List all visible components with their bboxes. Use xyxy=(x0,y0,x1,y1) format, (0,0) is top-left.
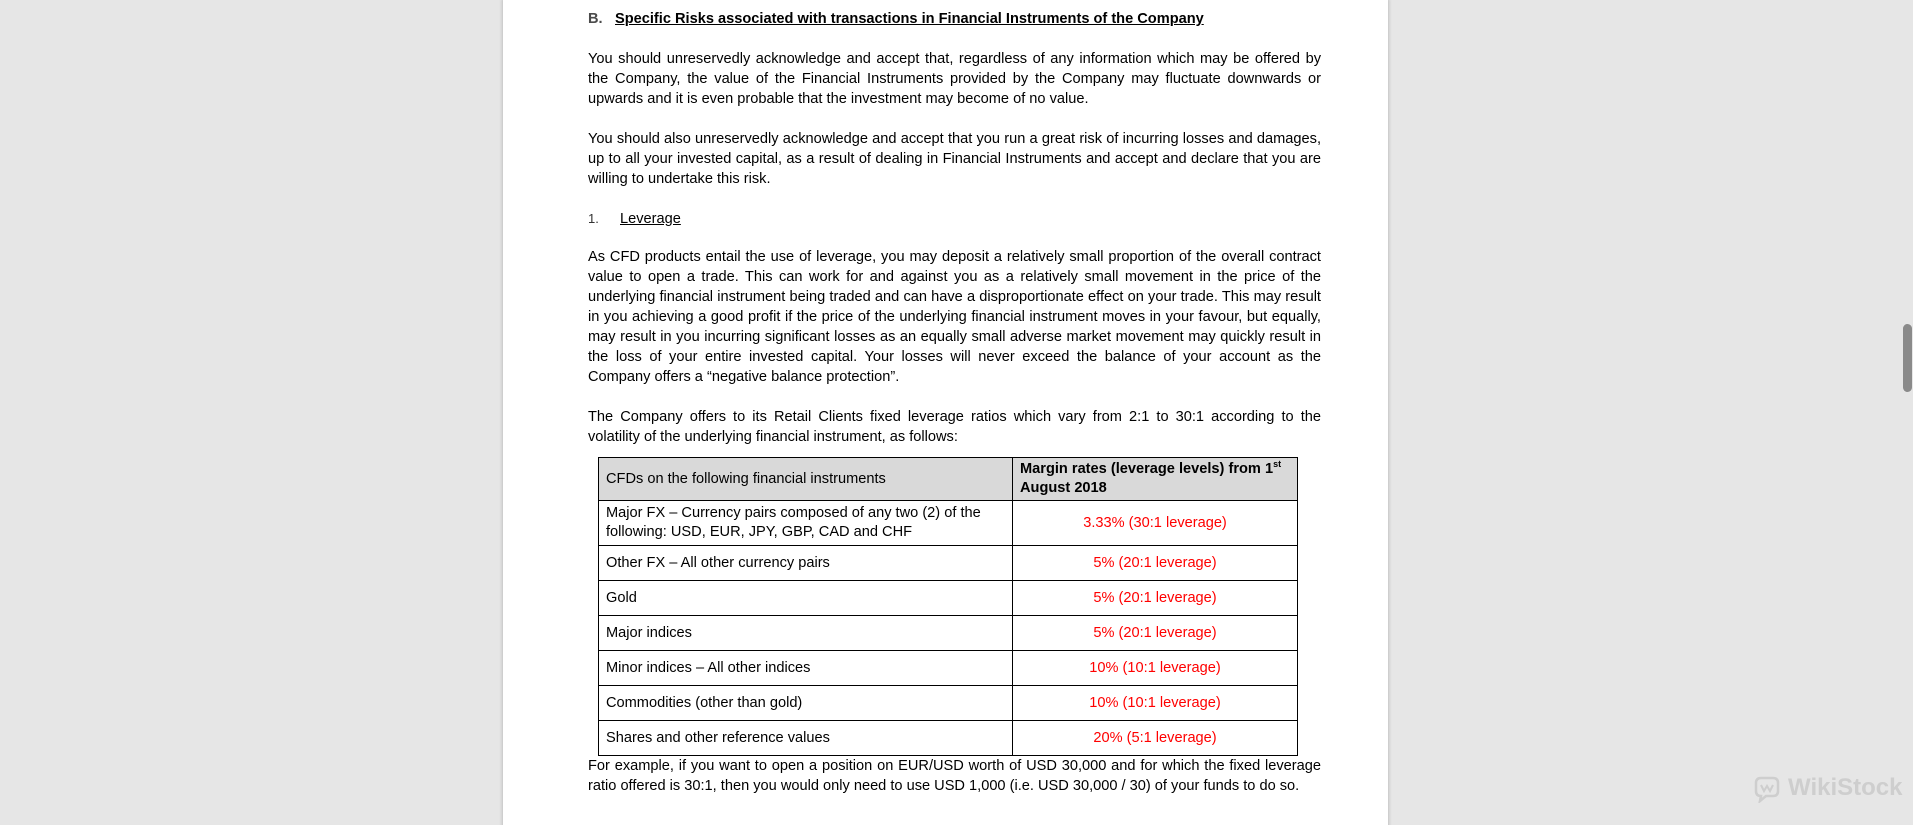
watermark-text: WikiStock xyxy=(1788,774,1903,801)
page-content xyxy=(588,9,1321,816)
paragraph-leverage-ratios: The Company offers to its Retail Clients fixed leverage ratios which vary from 2:1 to 30:1 according to the volatility of the underlying financial instrument, as follows: xyxy=(588,409,1321,445)
header-margin-text: Margin rates (leverage levels) from 1 xyxy=(1020,461,1274,477)
table-header-margin-rates xyxy=(1013,458,1298,501)
subsection-title: Leverage xyxy=(620,211,681,227)
paragraph-leverage: As CFD products entail the use of leverage, you may deposit a relatively small proportion of the overall contract value to open a trade. This can work for and against you as a relatively small movement in the price of the underlying financial instrument being traded and can have a disproportionate effect on your trade. This may result in you achieving a good profit if the price of the underlying financial instrument moves in your favour, but equally, may result in you incurring significant losses as an equally small adverse market movement may quickly result in the loss of your entire invested capital. Your losses will never exceed the balance of your account as the Company offers a “negative balance protection”. xyxy=(588,249,1321,385)
margin-rate-cell: 10% (10:1 leverage) xyxy=(1013,686,1298,721)
margin-rate-cell: 10% (10:1 leverage) xyxy=(1013,651,1298,686)
paragraph-losses: You should also unreservedly acknowledge and accept that you run a great risk of incurring losses and damages, up to all your invested capital, as a result of dealing in Financial Instruments and accept and declare that you are willing to undertake this risk. xyxy=(588,131,1321,187)
instrument-cell: Minor indices – All other indices xyxy=(599,651,1013,686)
section-heading xyxy=(588,9,1321,29)
instrument-cell: Gold xyxy=(599,581,1013,616)
table-row xyxy=(599,581,1298,616)
table-row xyxy=(599,616,1298,651)
vertical-scrollbar[interactable] xyxy=(1899,0,1913,825)
table-row xyxy=(599,686,1298,721)
table-row xyxy=(599,651,1298,686)
table-row xyxy=(599,721,1298,756)
subsection-heading xyxy=(588,209,1321,229)
document-page xyxy=(503,0,1388,825)
paragraph-example: For example, if you want to open a position on EUR/USD worth of USD 30,000 and for which the fixed leverage ratio offered is 30:1, then you would only need to use USD 1,000 (i.e. USD 30,000 / 30) of your funds to do so. xyxy=(588,758,1321,794)
instrument-cell: Major indices xyxy=(599,616,1013,651)
paragraph-fluctuation: You should unreservedly acknowledge and accept that, regardless of any information which may be offered by the Company, the value of the Financial Instruments provided by the Company may fluctuate downwards or upwards and it is even probable that the investment may become of no value. xyxy=(588,51,1321,107)
table-row xyxy=(599,546,1298,581)
scrollbar-thumb[interactable] xyxy=(1903,324,1912,392)
wikistock-logo-icon xyxy=(1752,773,1782,803)
header-date-text: August 2018 xyxy=(1020,480,1107,496)
instrument-cell: Commodities (other than gold) xyxy=(599,686,1013,721)
instrument-cell: Shares and other reference values xyxy=(599,721,1013,756)
instrument-cell: Major FX – Currency pairs composed of any two (2) of the following: USD, EUR, JPY, GBP, CAD and CHF xyxy=(599,501,1013,546)
instrument-cell: Other FX – All other currency pairs xyxy=(599,546,1013,581)
margin-rate-cell: 3.33% (30:1 leverage) xyxy=(1013,501,1298,546)
leverage-table xyxy=(598,457,1298,756)
margin-rate-cell: 20% (5:1 leverage) xyxy=(1013,721,1298,756)
table-row xyxy=(599,501,1298,546)
section-title: Specific Risks associated with transactions in Financial Instruments of the Company xyxy=(615,11,1204,27)
table-header-row xyxy=(599,458,1298,501)
table-header-instruments: CFDs on the following financial instruments xyxy=(599,458,1013,501)
section-letter: B. xyxy=(588,11,603,27)
watermark xyxy=(1752,773,1902,803)
subsection-number: 1. xyxy=(588,211,599,226)
margin-rate-cell: 5% (20:1 leverage) xyxy=(1013,581,1298,616)
margin-rate-cell: 5% (20:1 leverage) xyxy=(1013,616,1298,651)
header-superscript: st xyxy=(1273,459,1282,470)
margin-rate-cell: 5% (20:1 leverage) xyxy=(1013,546,1298,581)
